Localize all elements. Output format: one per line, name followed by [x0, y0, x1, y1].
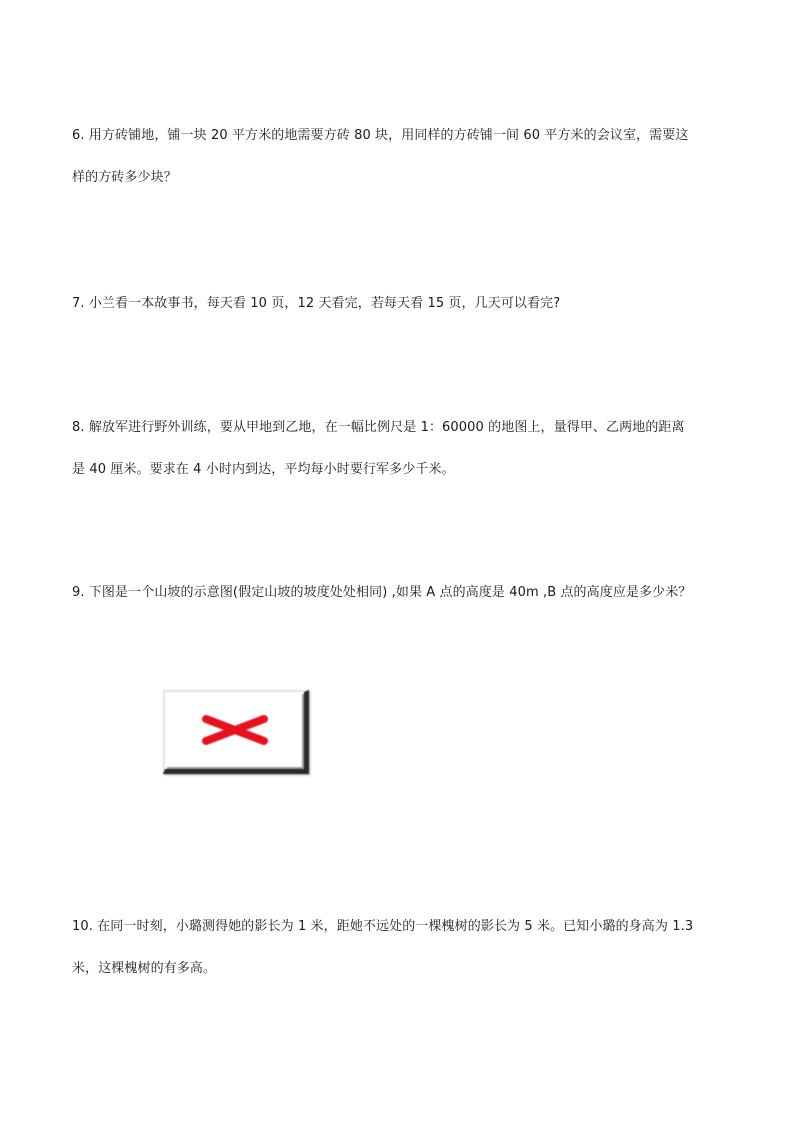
question-7-line-1: 7. 小兰看一本故事书，每天看 10 页，12 天看完，若每天看 15 页，几天可以看完? [72, 296, 561, 311]
question-6-line-1: 6. 用方砖铺地，铺一块 20 平方米的地需要方砖 80 块，用同样的方砖铺一间 60 平方米的会议室，需要这 [72, 128, 689, 143]
broken-image-placeholder [163, 690, 309, 774]
question-8-line-1: 8. 解放军进行野外训练，要从甲地到乙地，在一幅比例尺是 1：60000 的地图上，量得甲、乙两地的距离 [72, 420, 685, 435]
question-8-line-2: 是 40 厘米。要求在 4 小时内到达，平均每小时要行军多少千米。 [72, 462, 455, 477]
question-10-line-2: 米，这棵槐树的有多高。 [72, 961, 217, 976]
question-6-line-2: 样的方砖多少块？ [72, 170, 177, 185]
question-10-line-1: 10. 在同一时刻，小璐测得她的影长为 1 米，距她不远处的一棵槐树的影长为 5 米。已知小璐的身高为 1.3 [72, 919, 694, 934]
broken-image-red-x-icon [202, 713, 268, 747]
question-9-line-1: 9. 下图是一个山坡的示意图(假定山坡的坡度处处相同) ,如果 A 点的高度是 40m ,B 点的高度应是多少米？ [72, 585, 692, 600]
